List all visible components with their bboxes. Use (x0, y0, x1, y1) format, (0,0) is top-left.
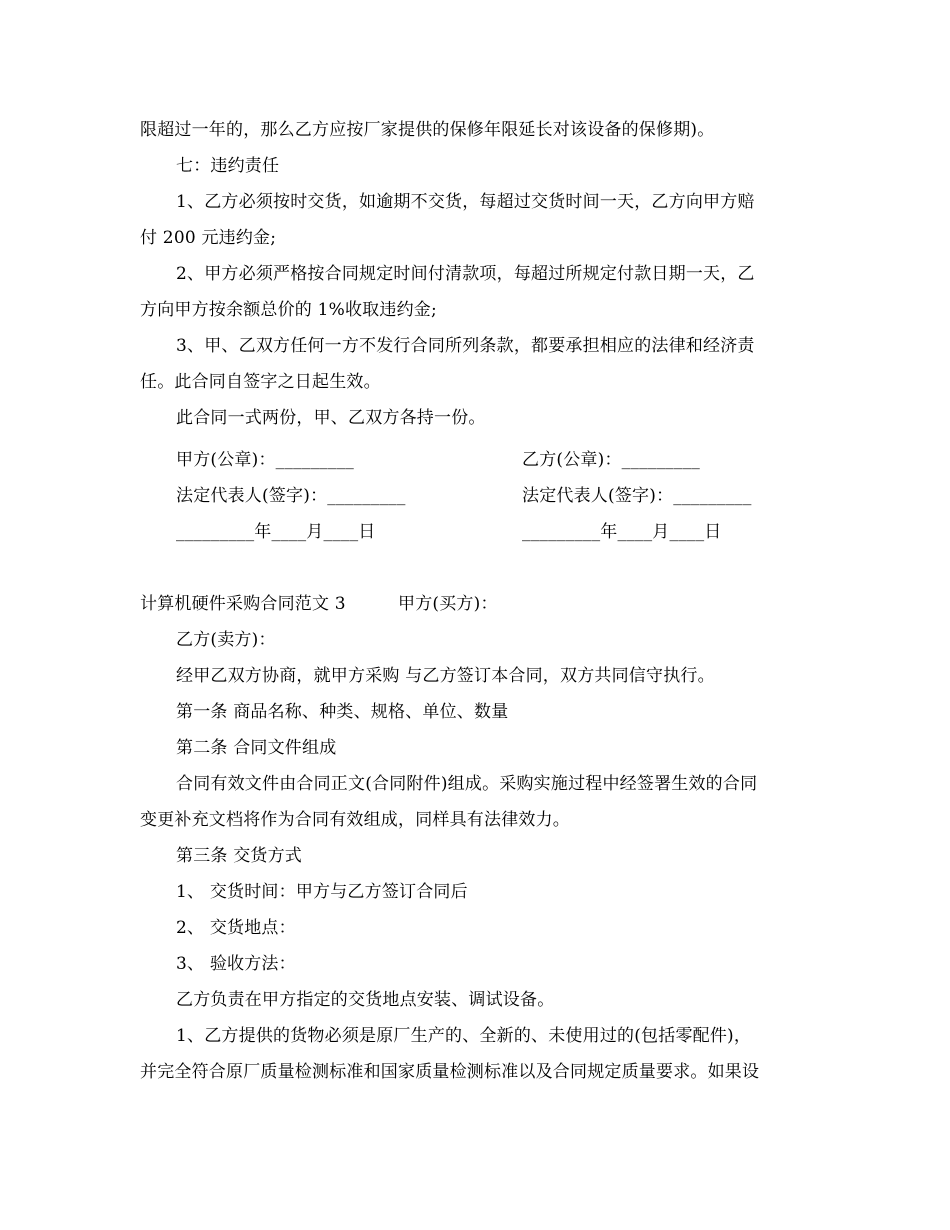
section-title: 计算机硬件采购合同范文 3 (140, 594, 346, 614)
list-item: 1、 交货时间：甲方与乙方签订合同后 (176, 882, 468, 902)
paragraph-line: 1、乙方提供的货物必须是原厂生产的、全新的、未使用过的(包括零配件)， (176, 1026, 752, 1046)
article-heading: 第二条 合同文件组成 (176, 738, 337, 758)
buyer-label: 甲方(买方)： (398, 594, 498, 614)
paragraph-line: 并完全符合原厂质量检测标准和国家质量检测标准以及合同规定质量要求。如果设 (140, 1062, 760, 1082)
signature-rep-b: 法定代表人(签字)：_________ (522, 486, 752, 506)
paragraph-line: 2、甲方必须严格按合同规定时间付清款项，每超过所规定付款日期一天，乙 (176, 264, 755, 284)
signature-date-a: _________年____月____日 (176, 522, 376, 542)
signature-rep-a: 法定代表人(签字)：_________ (176, 486, 406, 506)
section-heading-breach: 七：违约责任 (176, 156, 280, 176)
paragraph-line: 乙方负责在甲方指定的交货地点安装、调试设备。 (176, 990, 555, 1010)
paragraph-line: 任。此合同自签字之日起生效。 (140, 372, 381, 392)
paragraph-line: 方向甲方按余额总价的 1%收取违约金; (140, 300, 437, 320)
list-item: 3、 验收方法： (176, 954, 296, 974)
paragraph-line: 合同有效文件由合同正文(合同附件)组成。采购实施过程中经签署生效的合同 (176, 774, 758, 794)
signature-party-b: 乙方(公章)：_________ (522, 450, 700, 470)
paragraph-line: 付 200 元违约金; (140, 228, 277, 248)
paragraph-line: 3、甲、乙双方任何一方不发行合同所列条款，都要承担相应的法律和经济责 (176, 336, 755, 356)
seller-label: 乙方(卖方)： (176, 630, 276, 650)
list-item: 2、 交货地点： (176, 918, 296, 938)
article-heading: 第一条 商品名称、种类、规格、单位、数量 (176, 702, 509, 722)
signature-date-b: _________年____月____日 (522, 522, 722, 542)
paragraph-line: 变更补充文档将作为合同有效组成，同样具有法律效力。 (140, 810, 570, 830)
article-heading: 第三条 交货方式 (176, 846, 303, 866)
paragraph-line: 此合同一式两份，甲、乙双方各持一份。 (176, 408, 486, 428)
intro-paragraph: 经甲乙双方协商，就甲方采购 与乙方签订本合同，双方共同信守执行。 (176, 666, 715, 686)
signature-party-a: 甲方(公章)：_________ (176, 450, 354, 470)
paragraph-line: 1、乙方必须按时交货，如逾期不交货，每超过交货时间一天，乙方向甲方赔 (176, 192, 755, 212)
paragraph-line: 限超过一年的，那么乙方应按厂家提供的保修年限延长对该设备的保修期)。 (140, 120, 715, 140)
